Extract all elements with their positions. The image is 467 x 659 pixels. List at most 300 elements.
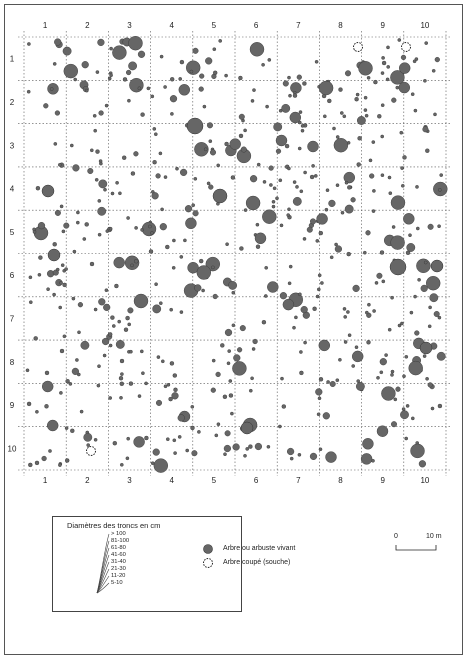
living-tree-marker [287, 76, 290, 79]
living-tree-marker [268, 58, 271, 61]
living-tree-marker [213, 48, 216, 51]
living-tree-marker [109, 344, 112, 347]
row-label: 2 [9, 97, 15, 107]
living-tree-marker [267, 445, 270, 448]
living-tree-marker [391, 421, 397, 427]
living-tree-marker [267, 282, 278, 293]
living-tree-marker [293, 181, 296, 184]
living-tree-marker [90, 262, 94, 266]
living-tree-marker [298, 293, 301, 296]
living-tree-marker [353, 285, 360, 292]
living-tree-marker [127, 437, 130, 440]
living-tree-marker [219, 39, 222, 42]
living-tree-marker [310, 219, 316, 225]
living-tree-marker [317, 213, 328, 224]
living-tree-marker [336, 184, 339, 187]
row-label: 9 [9, 401, 15, 411]
living-tree-marker [299, 111, 302, 114]
living-tree-marker [170, 95, 177, 102]
living-tree-marker [319, 231, 323, 235]
living-tree-marker [308, 141, 319, 152]
living-tree-marker [377, 114, 381, 118]
living-tree-marker [210, 150, 216, 156]
living-tree-marker [382, 280, 385, 283]
living-tree-marker [394, 398, 397, 401]
living-tree-marker [28, 463, 32, 467]
living-tree-marker [174, 452, 177, 455]
living-tree-marker [131, 172, 135, 176]
living-tree-marker [211, 266, 214, 269]
living-tree-marker [285, 144, 289, 148]
living-tree-marker [287, 214, 290, 217]
living-tree-marker [391, 196, 405, 210]
living-tree-marker [301, 306, 308, 313]
living-tree-marker [65, 268, 68, 271]
living-tree-marker [72, 297, 75, 300]
living-tree-marker [403, 213, 414, 224]
living-tree-marker [248, 445, 252, 449]
living-tree-marker [120, 359, 124, 363]
living-tree-marker [111, 192, 114, 195]
living-tree-marker [251, 99, 254, 102]
living-tree-marker [114, 257, 125, 268]
living-tree-marker [127, 216, 130, 219]
living-tree-marker [105, 289, 108, 292]
living-tree-marker [239, 134, 243, 138]
living-tree-marker [381, 387, 395, 401]
living-tree-marker [426, 377, 429, 380]
living-tree-marker [129, 36, 143, 50]
living-tree-marker [197, 430, 200, 433]
living-tree-marker [173, 374, 177, 378]
living-tree-marker [122, 156, 126, 160]
living-tree-marker [319, 81, 333, 95]
cut-tree-marker [87, 447, 96, 456]
living-tree-icon [204, 545, 213, 554]
living-tree-marker [301, 124, 304, 127]
living-tree-marker [134, 436, 145, 447]
living-tree-marker [144, 436, 148, 440]
living-tree-marker [103, 354, 106, 357]
living-tree-marker [207, 182, 210, 185]
living-tree-marker [99, 180, 107, 188]
living-tree-marker [282, 104, 290, 112]
living-tree-marker [343, 307, 346, 310]
living-tree-marker [217, 423, 220, 426]
living-tree-marker [423, 79, 426, 82]
living-tree-marker [396, 387, 401, 392]
living-tree-marker [386, 46, 389, 49]
column-label: 8 [338, 21, 343, 30]
living-tree-marker [186, 61, 200, 75]
living-tree-marker [123, 77, 127, 81]
living-tree-marker [128, 323, 131, 326]
living-tree-marker [418, 278, 421, 281]
living-tree-marker [153, 160, 157, 164]
living-tree-marker [215, 434, 218, 437]
living-tree-marker [73, 165, 80, 172]
living-tree-marker [252, 347, 255, 350]
living-tree-marker [138, 51, 145, 58]
living-tree-marker [298, 453, 301, 456]
living-tree-marker [156, 400, 162, 406]
living-tree-marker [172, 266, 175, 269]
living-tree-marker [97, 365, 100, 368]
living-tree-marker [365, 311, 368, 314]
living-tree-marker [294, 316, 297, 319]
living-tree-marker [43, 103, 48, 108]
living-tree-marker [161, 360, 164, 363]
living-tree-marker [165, 245, 169, 249]
living-tree-marker [387, 65, 390, 68]
living-tree-marker [243, 454, 246, 457]
living-tree-marker [156, 174, 161, 179]
living-tree-marker [390, 259, 406, 275]
living-tree-marker [377, 426, 388, 437]
column-label: 9 [380, 21, 385, 30]
living-tree-marker [213, 189, 227, 203]
diameter-fan-icon [97, 534, 109, 593]
living-tree-marker [154, 459, 168, 473]
living-tree-marker [380, 251, 384, 255]
living-tree-marker [344, 315, 347, 318]
living-tree-marker [390, 373, 393, 376]
living-tree-marker [266, 105, 269, 108]
living-tree-marker [233, 444, 240, 451]
living-tree-marker [96, 150, 100, 154]
living-tree-marker [45, 404, 49, 408]
column-label: 3 [127, 21, 132, 30]
living-tree-marker [98, 207, 106, 215]
living-tree-marker [362, 438, 373, 449]
living-tree-marker [241, 147, 247, 153]
living-tree-marker [405, 437, 408, 440]
living-tree-marker [229, 394, 233, 398]
living-tree-marker [391, 370, 394, 373]
living-tree-marker [94, 438, 97, 441]
living-tree-marker [114, 284, 118, 288]
diameter-class-label: 31-40 [111, 559, 126, 565]
living-tree-marker [85, 89, 88, 92]
living-tree-marker [369, 159, 372, 162]
living-tree-marker [160, 223, 167, 230]
living-tree-marker [55, 111, 60, 116]
living-tree-marker [335, 246, 342, 253]
living-tree-marker [319, 448, 322, 451]
living-tree-marker [54, 142, 57, 145]
living-tree-marker [192, 204, 195, 207]
living-tree-marker [233, 355, 240, 362]
living-tree-marker [141, 113, 145, 117]
living-tree-marker [110, 74, 113, 77]
column-label: 10 [420, 21, 430, 30]
living-tree-marker [170, 308, 173, 311]
living-tree-marker [265, 266, 268, 269]
living-tree-marker [27, 90, 30, 93]
living-tree-marker [204, 148, 207, 151]
living-tree-marker [120, 463, 123, 466]
living-tree-marker [128, 62, 136, 70]
living-tree-marker [128, 308, 134, 314]
living-tree-marker [109, 396, 112, 399]
living-tree-marker [425, 149, 429, 153]
living-tree-marker [120, 382, 124, 386]
living-tree-marker [164, 176, 167, 179]
living-tree-marker [411, 93, 414, 96]
living-tree-marker [373, 80, 377, 84]
living-tree-marker [262, 63, 265, 66]
living-tree-marker [289, 265, 292, 268]
living-tree-marker [105, 104, 108, 107]
living-tree-marker [172, 392, 179, 399]
living-tree-marker [83, 237, 86, 240]
living-tree-marker [38, 273, 41, 276]
living-tree-marker [338, 358, 341, 361]
living-tree-marker [26, 369, 29, 372]
living-tree-marker [152, 192, 159, 199]
living-tree-marker [313, 307, 317, 311]
living-tree-marker [293, 94, 297, 98]
column-label: 1 [42, 476, 48, 485]
living-tree-marker [58, 464, 61, 467]
living-tree-marker [400, 411, 408, 419]
living-tree-marker [440, 174, 443, 177]
living-tree-marker [142, 222, 156, 236]
living-tree-marker [60, 349, 64, 353]
living-tree-marker [299, 350, 302, 353]
living-tree-marker [381, 104, 384, 107]
living-tree-marker [304, 341, 307, 344]
living-tree-marker [280, 292, 287, 299]
scale-bar-line [396, 545, 436, 550]
living-tree-marker [232, 361, 246, 375]
living-tree-marker [323, 115, 326, 118]
living-tree-marker [99, 162, 102, 165]
living-tree-marker [320, 281, 323, 284]
living-tree-marker [211, 388, 216, 393]
living-tree-marker [90, 149, 93, 152]
living-tree-marker [179, 84, 190, 95]
living-tree-marker [392, 225, 395, 228]
living-tree-marker [229, 379, 232, 382]
living-tree-marker [98, 199, 101, 202]
living-tree-marker [416, 259, 430, 273]
living-tree-marker [274, 123, 282, 131]
living-tree-marker [35, 410, 38, 413]
living-tree-marker [411, 417, 414, 420]
row-label: 7 [9, 314, 15, 324]
living-tree-marker [213, 71, 217, 75]
living-tree-marker [345, 205, 353, 213]
living-tree-marker [307, 227, 313, 233]
living-tree-marker [329, 200, 336, 207]
living-tree-marker [209, 140, 212, 143]
living-tree-marker [290, 112, 301, 123]
living-tree-marker [319, 377, 323, 381]
diameter-class-label: 5-10 [111, 580, 123, 586]
living-tree-marker [61, 264, 64, 267]
living-tree-marker [148, 225, 151, 228]
living-tree-marker [217, 164, 220, 167]
living-tree-marker [110, 316, 114, 320]
living-tree-marker [399, 63, 410, 74]
living-tree-marker [212, 359, 215, 362]
living-tree-marker [262, 210, 276, 224]
living-tree-marker [76, 221, 79, 224]
living-tree-marker [343, 115, 346, 118]
living-tree-marker [255, 233, 266, 244]
living-tree-marker [194, 285, 201, 292]
living-tree-marker [42, 185, 54, 197]
column-label: 2 [85, 21, 90, 30]
column-label: 6 [253, 476, 259, 485]
living-tree-marker [400, 322, 403, 325]
living-tree-marker [364, 109, 367, 112]
living-tree-marker [190, 70, 193, 73]
living-tree-marker [388, 328, 391, 331]
living-tree-marker [73, 250, 76, 253]
living-tree-marker [108, 332, 112, 336]
living-tree-marker [302, 82, 306, 86]
living-tree-marker [99, 111, 104, 116]
living-tree-marker [183, 239, 186, 242]
living-tree-marker [347, 252, 351, 256]
living-tree-marker [280, 377, 283, 380]
living-tree-marker [191, 405, 194, 408]
living-tree-marker [359, 61, 373, 75]
living-tree-marker [344, 340, 347, 343]
living-tree-marker [63, 335, 66, 338]
living-tree-marker [438, 188, 441, 191]
living-tree-marker [134, 294, 148, 308]
living-tree-marker [361, 453, 372, 464]
living-tree-marker [287, 167, 290, 170]
living-tree-marker [438, 316, 441, 319]
living-tree-marker [372, 210, 375, 213]
living-tree-marker [164, 385, 167, 388]
living-tree-marker [438, 404, 442, 408]
living-tree-marker [391, 296, 394, 299]
living-tree-marker [191, 426, 195, 430]
living-tree-marker [330, 381, 336, 387]
living-tree-marker [423, 127, 429, 133]
living-tree-marker [84, 433, 92, 441]
row-label: 8 [9, 357, 15, 367]
living-tree-marker [381, 174, 384, 177]
living-tree-marker [153, 449, 160, 456]
living-tree-marker [72, 368, 79, 375]
living-tree-marker [42, 381, 53, 392]
living-tree-marker [426, 276, 440, 290]
living-tree-marker [47, 288, 50, 291]
living-tree-marker [318, 397, 321, 400]
living-tree-marker [415, 58, 418, 61]
living-tree-marker [366, 230, 371, 235]
living-tree-marker [293, 197, 301, 205]
living-tree-marker [424, 261, 427, 264]
living-tree-marker [382, 61, 386, 65]
living-tree-marker [141, 372, 144, 375]
living-tree-marker [186, 449, 189, 452]
column-label: 6 [253, 21, 259, 30]
living-tree-marker [402, 375, 405, 378]
living-tree-marker [238, 76, 242, 80]
living-tree-marker [207, 123, 213, 129]
legend-symbols [53, 517, 243, 613]
row-label: 10 [7, 444, 17, 454]
living-tree-marker [428, 325, 431, 328]
cut-tree-marker [354, 43, 363, 52]
living-tree-marker [53, 293, 56, 296]
living-tree-marker [317, 413, 320, 416]
living-tree-marker [94, 129, 97, 132]
living-tree-marker [94, 308, 97, 311]
living-tree-marker [292, 326, 295, 329]
living-tree-marker [237, 347, 242, 352]
living-tree-marker [316, 239, 319, 242]
living-tree-marker [151, 95, 154, 98]
living-tree-marker [432, 69, 435, 72]
living-tree-marker [283, 81, 289, 87]
living-tree-marker [109, 227, 112, 230]
living-tree-marker [428, 224, 434, 230]
living-tree-marker [226, 243, 229, 246]
living-tree-marker [263, 180, 266, 183]
living-tree-marker [389, 192, 392, 195]
living-tree-marker [435, 57, 440, 62]
living-tree-marker [213, 294, 218, 299]
living-tree-marker [278, 425, 281, 428]
living-tree-marker [319, 340, 330, 351]
living-tree-marker [63, 47, 71, 55]
living-tree-marker [381, 72, 384, 75]
living-tree-marker [108, 77, 111, 80]
living-tree-marker [53, 242, 57, 246]
living-tree-marker [50, 87, 53, 90]
living-tree-marker [356, 93, 359, 96]
living-tree-marker [87, 444, 90, 447]
living-tree-marker [367, 76, 370, 79]
living-tree-marker [431, 407, 434, 410]
living-tree-marker [175, 167, 178, 170]
living-tree-marker [124, 328, 128, 332]
living-tree-marker [59, 391, 62, 394]
living-tree-marker [58, 163, 61, 166]
living-tree-marker [48, 449, 51, 452]
living-tree-marker [95, 178, 98, 181]
legend [52, 516, 296, 612]
living-tree-marker [232, 324, 235, 327]
living-tree-marker [45, 371, 49, 375]
living-tree-marker [134, 259, 138, 263]
living-tree-marker [208, 185, 213, 190]
living-tree-marker [312, 164, 315, 167]
living-tree-marker [325, 208, 328, 211]
living-tree-marker [386, 78, 389, 81]
living-tree-marker [288, 282, 291, 285]
living-tree-marker [298, 147, 301, 150]
living-tree-marker [249, 389, 252, 392]
cut-tree-label: Arbre coupé (souche) [223, 559, 291, 566]
living-tree-marker [326, 452, 337, 463]
living-tree-marker [369, 174, 374, 179]
living-tree-marker [170, 77, 174, 81]
living-tree-marker [27, 402, 31, 406]
living-tree-marker [178, 415, 185, 422]
living-tree-marker [282, 405, 286, 409]
living-tree-marker [347, 185, 351, 189]
living-tree-label: Arbre ou arbuste vivant [223, 545, 296, 552]
